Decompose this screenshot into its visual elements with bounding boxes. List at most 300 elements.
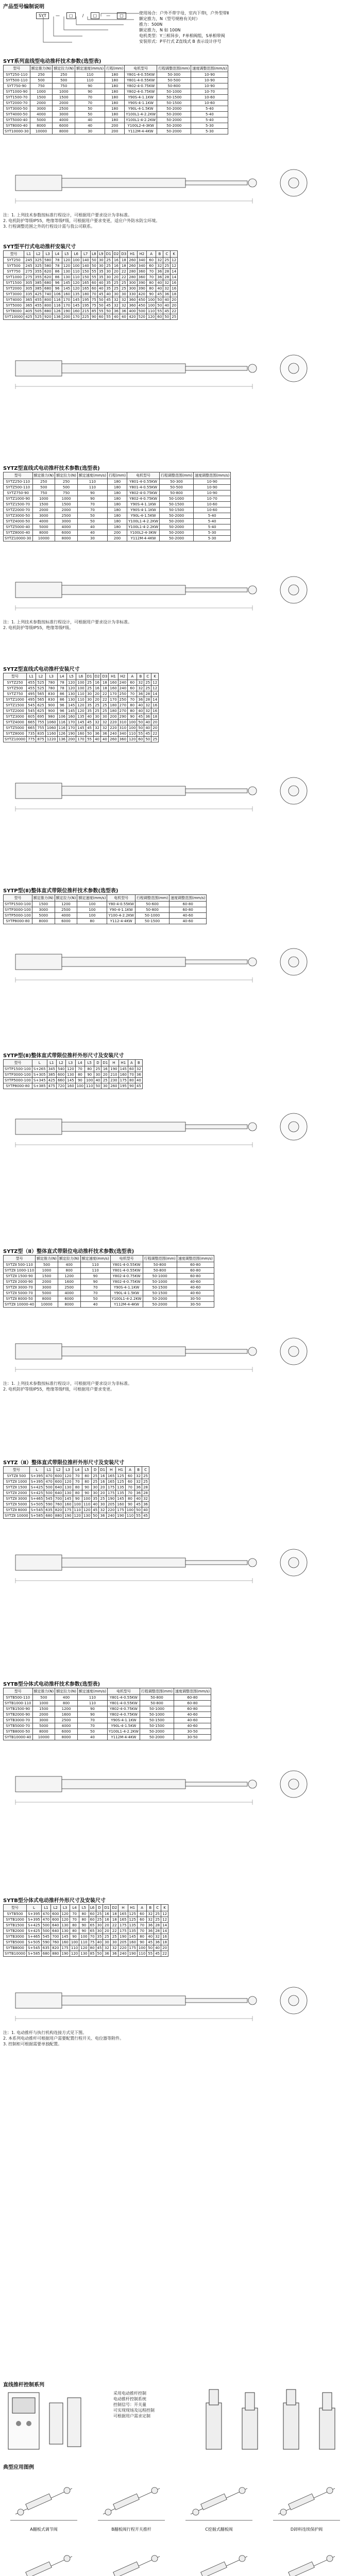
table-cell: 40: [142, 1507, 149, 1513]
table-cell: 200: [108, 536, 127, 541]
table-header-cell: 型号: [4, 1060, 32, 1066]
table-row: [4, 919, 207, 924]
table-cell: S+505: [27, 1940, 42, 1945]
table-cell: SYTZ5000-40: [4, 524, 33, 530]
table-cell: 50: [156, 303, 163, 309]
table-cell: Y801-4-0.55KW: [125, 72, 157, 78]
table-header-cell: 电机型号: [110, 1256, 143, 1262]
table-cell: 10-60: [191, 100, 228, 106]
table-cell: 2000: [32, 1712, 55, 1718]
table-cell: 55: [137, 731, 144, 737]
section-title: SYTZ（Ⅱ）整体直式带限位推杆外形尺寸及安装尺寸: [3, 1460, 125, 1466]
table-cell: 100: [70, 1940, 79, 1945]
table-cell: 8000: [55, 1735, 78, 1740]
table-header-cell: L3: [60, 1905, 70, 1911]
table-cell: 80: [147, 280, 156, 286]
table-cell: 775: [27, 737, 36, 742]
table-cell: 200: [67, 737, 76, 742]
control-line-2: 控制信号：开关量: [113, 2402, 146, 2407]
table-cell: 8000: [55, 536, 78, 541]
table-row: [4, 708, 159, 714]
table-cell: 540: [56, 1066, 65, 1072]
table-cell: 160: [128, 1940, 137, 1945]
table-cell: 30: [111, 1940, 118, 1945]
table-cell: 55: [90, 275, 97, 280]
table-cell: 86: [53, 269, 62, 275]
note-line: 3. 行程调整范围之外的行程设计需与我公司联系。: [3, 224, 95, 229]
table-cell: 30: [112, 292, 120, 297]
table-cell: 130: [82, 1513, 91, 1519]
table-cell: 50: [97, 297, 105, 303]
table-cell: 16: [101, 1066, 109, 1072]
table-cell: 755: [36, 720, 45, 725]
table-cell: 30-50: [177, 1296, 214, 1302]
table-cell: 20: [103, 1928, 111, 1934]
table-cell: 640: [51, 1928, 60, 1934]
table-cell: SYTZⅡ 8000: [4, 1507, 30, 1513]
table-cell: Y801-4-0.55KW: [127, 479, 160, 485]
table-cell: 90: [85, 1072, 94, 1078]
table-cell: 110: [77, 485, 107, 490]
table-header-cell: C: [154, 1905, 161, 1911]
table-cell: 145: [63, 1496, 73, 1502]
table-cell: 40: [86, 714, 93, 720]
table-cell: 32: [112, 297, 120, 303]
table-cell: 32: [163, 286, 171, 292]
table-cell: 220: [109, 725, 118, 731]
table-cell: 50-500: [160, 485, 194, 490]
table-row: [4, 1291, 214, 1296]
table-cell: 110: [128, 731, 137, 737]
table-cell: 10000: [36, 1302, 58, 1308]
table-cell: SYTB10000-40: [4, 1735, 33, 1740]
table-cell: SYTB5000-70: [4, 1723, 33, 1729]
table-cell: 4000: [58, 1291, 80, 1296]
table-cell: SYT8000: [4, 309, 24, 314]
table-header-cell: L: [32, 1060, 47, 1066]
code-dash-2: —: [106, 13, 111, 18]
table-cell: 6000: [58, 1296, 80, 1302]
table-header-cell: L5: [67, 673, 76, 680]
table-cell: 275: [24, 269, 33, 275]
table-cell: 70: [77, 502, 107, 507]
table-cell: 40: [112, 314, 120, 320]
dimension-drawing: [5, 1972, 350, 2029]
table-cell: SYTB1500-90: [4, 1706, 33, 1712]
table-cell: Y801-4-0.55KW: [110, 1262, 143, 1268]
table-cell: 14: [151, 697, 159, 703]
table-cell: 180: [105, 78, 125, 83]
table-header-cell: L2: [36, 673, 45, 680]
table-cell: 150: [81, 269, 90, 275]
table-cell: 85: [90, 309, 97, 314]
application-caption: D卸料连续保护阀: [290, 2527, 323, 2532]
table-cell: 660: [56, 1078, 65, 1083]
table-cell: 50-800: [140, 1701, 174, 1706]
applications-title: 典型应用图例: [3, 2465, 34, 2470]
table-cell: 14: [161, 1928, 168, 1934]
table-cell: 2500: [58, 1285, 80, 1291]
table-cell: S+425: [27, 1928, 42, 1934]
table-cell: 40: [163, 303, 171, 309]
spec-table: [3, 250, 178, 320]
table-header-cell: 型号: [4, 1467, 30, 1473]
table-cell: 120: [60, 1911, 70, 1917]
table-header-cell: 行程调整范围(mm): [157, 65, 191, 72]
table-cell: 175: [118, 1923, 128, 1928]
note-line: 2. 电机防护等级IP55，绝缘等级F级，可根据用户要求变更，适应户外防水防尘环境。: [3, 218, 160, 223]
table-cell: 360: [128, 297, 137, 303]
table-cell: 135: [128, 1928, 137, 1934]
table-header-cell: 速度调整范围(mm/s): [177, 1256, 214, 1262]
table-cell: 40-60: [169, 919, 207, 924]
table-cell: 145: [76, 725, 86, 731]
table-cell: 32: [101, 720, 109, 725]
application-illustration: [5, 2541, 82, 2576]
table-cell: 32: [135, 1479, 142, 1485]
table-cell: 180: [108, 519, 127, 524]
table-row: [4, 907, 207, 913]
table-cell: 40: [156, 280, 163, 286]
table-cell: 455: [33, 297, 43, 303]
table-header-cell: 行程调整范围(mm): [140, 1688, 174, 1695]
table-cell: SYTZ1500-70: [4, 502, 33, 507]
explanation-0: 使用场合：户外不带字母，室内下带I，户外型带Ⅱ: [139, 11, 229, 15]
table-cell: SYTZ10000: [4, 737, 27, 742]
table-cell: 50-800: [143, 1262, 177, 1268]
table-cell: 385: [47, 1072, 56, 1078]
table-cell: 32: [112, 303, 120, 309]
control-line-3: 可实现现场及远程控制: [113, 2408, 155, 2413]
table-cell: S+545: [27, 1945, 42, 1951]
table-cell: SYTB8000-50: [4, 1729, 33, 1735]
table-header-cell: B: [135, 1467, 142, 1473]
table-row: [4, 1066, 143, 1072]
table-cell: 750: [30, 83, 53, 89]
code-thrust: □: [66, 12, 76, 19]
application-illustration: [268, 2473, 345, 2524]
table-cell: 18: [101, 680, 109, 686]
table-cell: 32: [120, 297, 128, 303]
table-cell: 50: [77, 519, 107, 524]
table-cell: Y112M-4-4KW: [127, 536, 160, 541]
table-cell: 145: [118, 1066, 128, 1072]
table-header-cell: L1: [47, 1060, 56, 1066]
table-cell: Y90-4-1.1KW: [107, 907, 135, 913]
table-cell: 70: [70, 1917, 79, 1923]
table-cell: SYTB2000-90: [4, 1712, 33, 1718]
table-row: [4, 686, 159, 691]
table-cell: 120: [60, 1917, 70, 1923]
table-header-cell: L4: [57, 673, 66, 680]
table-row: [4, 72, 228, 78]
spec-table: [3, 673, 159, 742]
table-cell: 18: [120, 263, 128, 269]
table-cell: 32: [135, 1473, 142, 1479]
table-cell: 40-60: [177, 1291, 214, 1296]
table-cell: 40: [77, 530, 107, 536]
table-cell: 735: [27, 731, 36, 737]
table-header-cell: L2: [33, 251, 43, 258]
table-cell: 18: [171, 292, 178, 297]
table-cell: 110: [79, 1940, 89, 1945]
table-cell: 40: [105, 292, 112, 297]
table-cell: 40: [144, 725, 151, 731]
table-cell: 200: [62, 314, 71, 320]
table-cell: 30: [93, 714, 101, 720]
table-cell: 175: [118, 1078, 128, 1083]
table-row: [4, 902, 207, 907]
table-cell: 25: [163, 258, 171, 263]
code-slash: /: [82, 13, 84, 18]
table-cell: 16: [112, 258, 120, 263]
table-cell: 625: [36, 703, 45, 708]
table-cell: 6000: [55, 919, 77, 924]
table-cell: 110: [147, 309, 156, 314]
table-cell: 60: [89, 1917, 96, 1923]
table-cell: 355: [33, 275, 43, 280]
table-cell: 5-40: [194, 524, 231, 530]
table-cell: 106: [57, 714, 66, 720]
table-cell: 32: [101, 725, 109, 731]
table-row: [4, 1928, 168, 1934]
table-cell: 2000: [36, 1279, 58, 1285]
table-cell: S+425: [27, 1923, 42, 1928]
table-cell: 50-2000: [140, 1729, 174, 1735]
table-cell: 30-50: [174, 1735, 211, 1740]
table-row: [4, 117, 228, 123]
table-cell: 190: [107, 1496, 116, 1502]
table-cell: 40: [77, 524, 107, 530]
table-cell: 820: [54, 1507, 63, 1513]
table-cell: 1060: [45, 725, 57, 731]
table-cell: 280: [128, 269, 137, 275]
table-cell: 25: [154, 1917, 161, 1923]
table-cell: 16: [112, 263, 120, 269]
table-cell: 680: [43, 280, 53, 286]
table-cell: 180: [105, 72, 125, 78]
table-cell: 800: [43, 297, 53, 303]
table-cell: 600: [56, 1072, 65, 1078]
table-cell: 16: [171, 280, 178, 286]
table-cell: 10-90: [191, 72, 228, 78]
table-header-row: [4, 673, 159, 680]
table-cell: 100: [76, 686, 86, 691]
table-cell: 640: [51, 1923, 60, 1928]
table-cell: 470: [41, 1917, 50, 1923]
table-cell: 110: [75, 78, 105, 83]
table-cell: SYTP5000-100: [4, 913, 32, 919]
table-header-cell: K: [171, 251, 178, 258]
table-cell: 270: [118, 708, 127, 714]
table-cell: 60: [137, 737, 144, 742]
table-cell: 695: [36, 714, 45, 720]
table-cell: 385: [33, 286, 43, 292]
table-cell: 25: [93, 708, 101, 714]
table-cell: 780: [45, 680, 57, 686]
table-cell: 605: [27, 714, 36, 720]
table-cell: 40: [120, 314, 128, 320]
table-cell: 1500: [32, 502, 55, 507]
table-cell: 90: [128, 714, 137, 720]
table-cell: 145: [76, 720, 86, 725]
table-cell: 580: [43, 258, 53, 263]
table-cell: 90: [77, 496, 107, 502]
table-cell: 165: [81, 286, 90, 292]
explanation-3: 额定推力，N 如 100N: [139, 28, 181, 32]
table-cell: 5-30: [191, 123, 228, 129]
table-cell: 170: [62, 297, 71, 303]
table-cell: 30: [75, 129, 105, 134]
table-cell: 180: [105, 83, 125, 89]
table-cell: Y801-4-0.55KW: [125, 78, 157, 83]
table-cell: 25: [144, 680, 151, 686]
table-row: [4, 714, 159, 720]
table-cell: 240: [118, 686, 127, 691]
table-cell: 28: [142, 1485, 149, 1490]
table-cell: 800: [43, 303, 53, 309]
table-cell: 25: [101, 703, 109, 708]
table-cell: 90: [75, 1078, 84, 1083]
table-cell: 55: [86, 737, 93, 742]
table-cell: 180: [108, 490, 127, 496]
table-cell: 270: [118, 703, 127, 708]
table-cell: SYT500-110: [4, 78, 30, 83]
table-cell: 355: [33, 269, 43, 275]
table-cell: 28: [154, 1928, 161, 1934]
dimension-drawing: [5, 155, 350, 211]
table-header-cell: H1: [109, 673, 118, 680]
table-cell: 50-1000: [143, 1274, 177, 1279]
table-cell: 45: [105, 297, 112, 303]
table-cell: 86: [57, 691, 66, 697]
table-cell: S+505: [29, 1502, 44, 1507]
table-cell: 60: [125, 1479, 134, 1485]
table-cell: 25: [163, 263, 171, 269]
table-cell: 920: [43, 314, 53, 320]
table-cell: 250: [32, 479, 55, 485]
table-header-cell: L1: [44, 1467, 54, 1473]
table-cell: 40: [101, 737, 109, 742]
table-row: [4, 263, 178, 269]
table-cell: 220: [109, 720, 118, 725]
table-cell: 40: [80, 1302, 110, 1308]
table-cell: 136: [57, 737, 66, 742]
table-header-cell: H: [107, 1467, 116, 1473]
table-cell: 200: [109, 714, 118, 720]
table-cell: 260: [128, 263, 137, 269]
table-cell: 500: [44, 1485, 54, 1490]
table-cell: 180: [105, 89, 125, 95]
table-cell: 2000: [55, 507, 78, 513]
table-cell: SYTZⅡ 5000-70: [4, 1291, 36, 1296]
table-cell: 135: [116, 1485, 125, 1490]
table-cell: 700: [51, 1934, 60, 1940]
table-cell: 28: [142, 1490, 149, 1496]
table-cell: 5-30: [194, 530, 231, 536]
table-cell: 35: [86, 703, 93, 708]
table-cell: 70: [128, 697, 137, 703]
table-cell: 60-80: [169, 907, 207, 913]
table-cell: 80: [137, 1934, 146, 1940]
table-cell: 60: [128, 680, 137, 686]
table-cell: 35: [97, 275, 105, 280]
table-cell: 136: [53, 314, 62, 320]
table-cell: 500: [137, 309, 146, 314]
table-cell: 325: [33, 263, 43, 269]
table-cell: 36: [137, 697, 144, 703]
table-cell: 4000: [55, 1723, 78, 1729]
table-header-cell: 电机型号: [108, 1688, 140, 1695]
table-cell: 90: [125, 1502, 134, 1507]
table-cell: 30: [103, 1940, 111, 1945]
table-header-cell: L1: [27, 673, 36, 680]
table-cell: 50: [96, 1951, 103, 1957]
table-cell: 2000: [30, 100, 53, 106]
table-cell: 750: [32, 490, 55, 496]
table-cell: 25: [111, 1934, 118, 1940]
table-cell: 30: [97, 263, 105, 269]
table-cell: 36: [156, 275, 163, 280]
table-cell: 110: [77, 1701, 107, 1706]
table-cell: 135: [76, 714, 86, 720]
table-cell: Y802-4-0.75KW: [127, 490, 160, 496]
table-cell: 55: [90, 269, 97, 275]
table-cell: SYTP5000-100: [4, 1078, 32, 1083]
table-cell: 60-80: [174, 1695, 211, 1701]
table-row: [4, 1302, 214, 1308]
table-cell: SYTP1500-100: [4, 1066, 32, 1072]
table-cell: SYT4000: [4, 297, 24, 303]
table-cell: 80: [128, 703, 137, 708]
table-cell: SYT3000-50: [4, 106, 30, 112]
table-cell: 14: [151, 691, 159, 697]
table-cell: 40-60: [177, 1285, 214, 1291]
spec-table: [3, 1904, 168, 1957]
table-header-cell: 行程(mm): [105, 65, 125, 72]
table-header-cell: L6: [72, 251, 81, 258]
table-header-cell: L9: [97, 251, 105, 258]
table-row: [4, 536, 231, 541]
table-row: [4, 691, 159, 697]
table-cell: 25: [93, 703, 101, 708]
table-row: [4, 913, 207, 919]
table-cell: 75: [90, 303, 97, 309]
table-cell: 40: [75, 117, 105, 123]
table-cell: 880: [54, 1513, 63, 1519]
table-cell: 1060: [45, 720, 57, 725]
table-cell: SYTZⅡ 1000: [4, 1479, 30, 1485]
table-header-cell: 电机型号: [107, 895, 135, 902]
table-cell: Y802-4-0.75KW: [110, 1279, 143, 1285]
table-row: [4, 737, 159, 742]
table-cell: 190: [118, 1934, 128, 1940]
table-cell: 22: [171, 309, 178, 314]
table-cell: 180: [109, 708, 118, 714]
table-cell: 160: [63, 1502, 73, 1507]
table-cell: 30: [97, 258, 105, 263]
table-cell: 250: [118, 697, 127, 703]
table-cell: S+395: [27, 1911, 42, 1917]
table-cell: Y90S-4-1.1KW: [127, 507, 160, 513]
control-lines: [113, 2391, 155, 2419]
note-line: 注：1. 电动推杆与执行机构连接方式见下图。: [3, 2030, 87, 2035]
table-header-cell: L3: [43, 251, 53, 258]
section-title: SYTP型(Ⅱ)整体直式带限位推杆技术参数(选型表): [3, 888, 118, 894]
table-cell: 25: [94, 1066, 101, 1072]
table-cell: SYTB3000-70: [4, 1718, 33, 1723]
table-cell: 145: [128, 1934, 137, 1940]
